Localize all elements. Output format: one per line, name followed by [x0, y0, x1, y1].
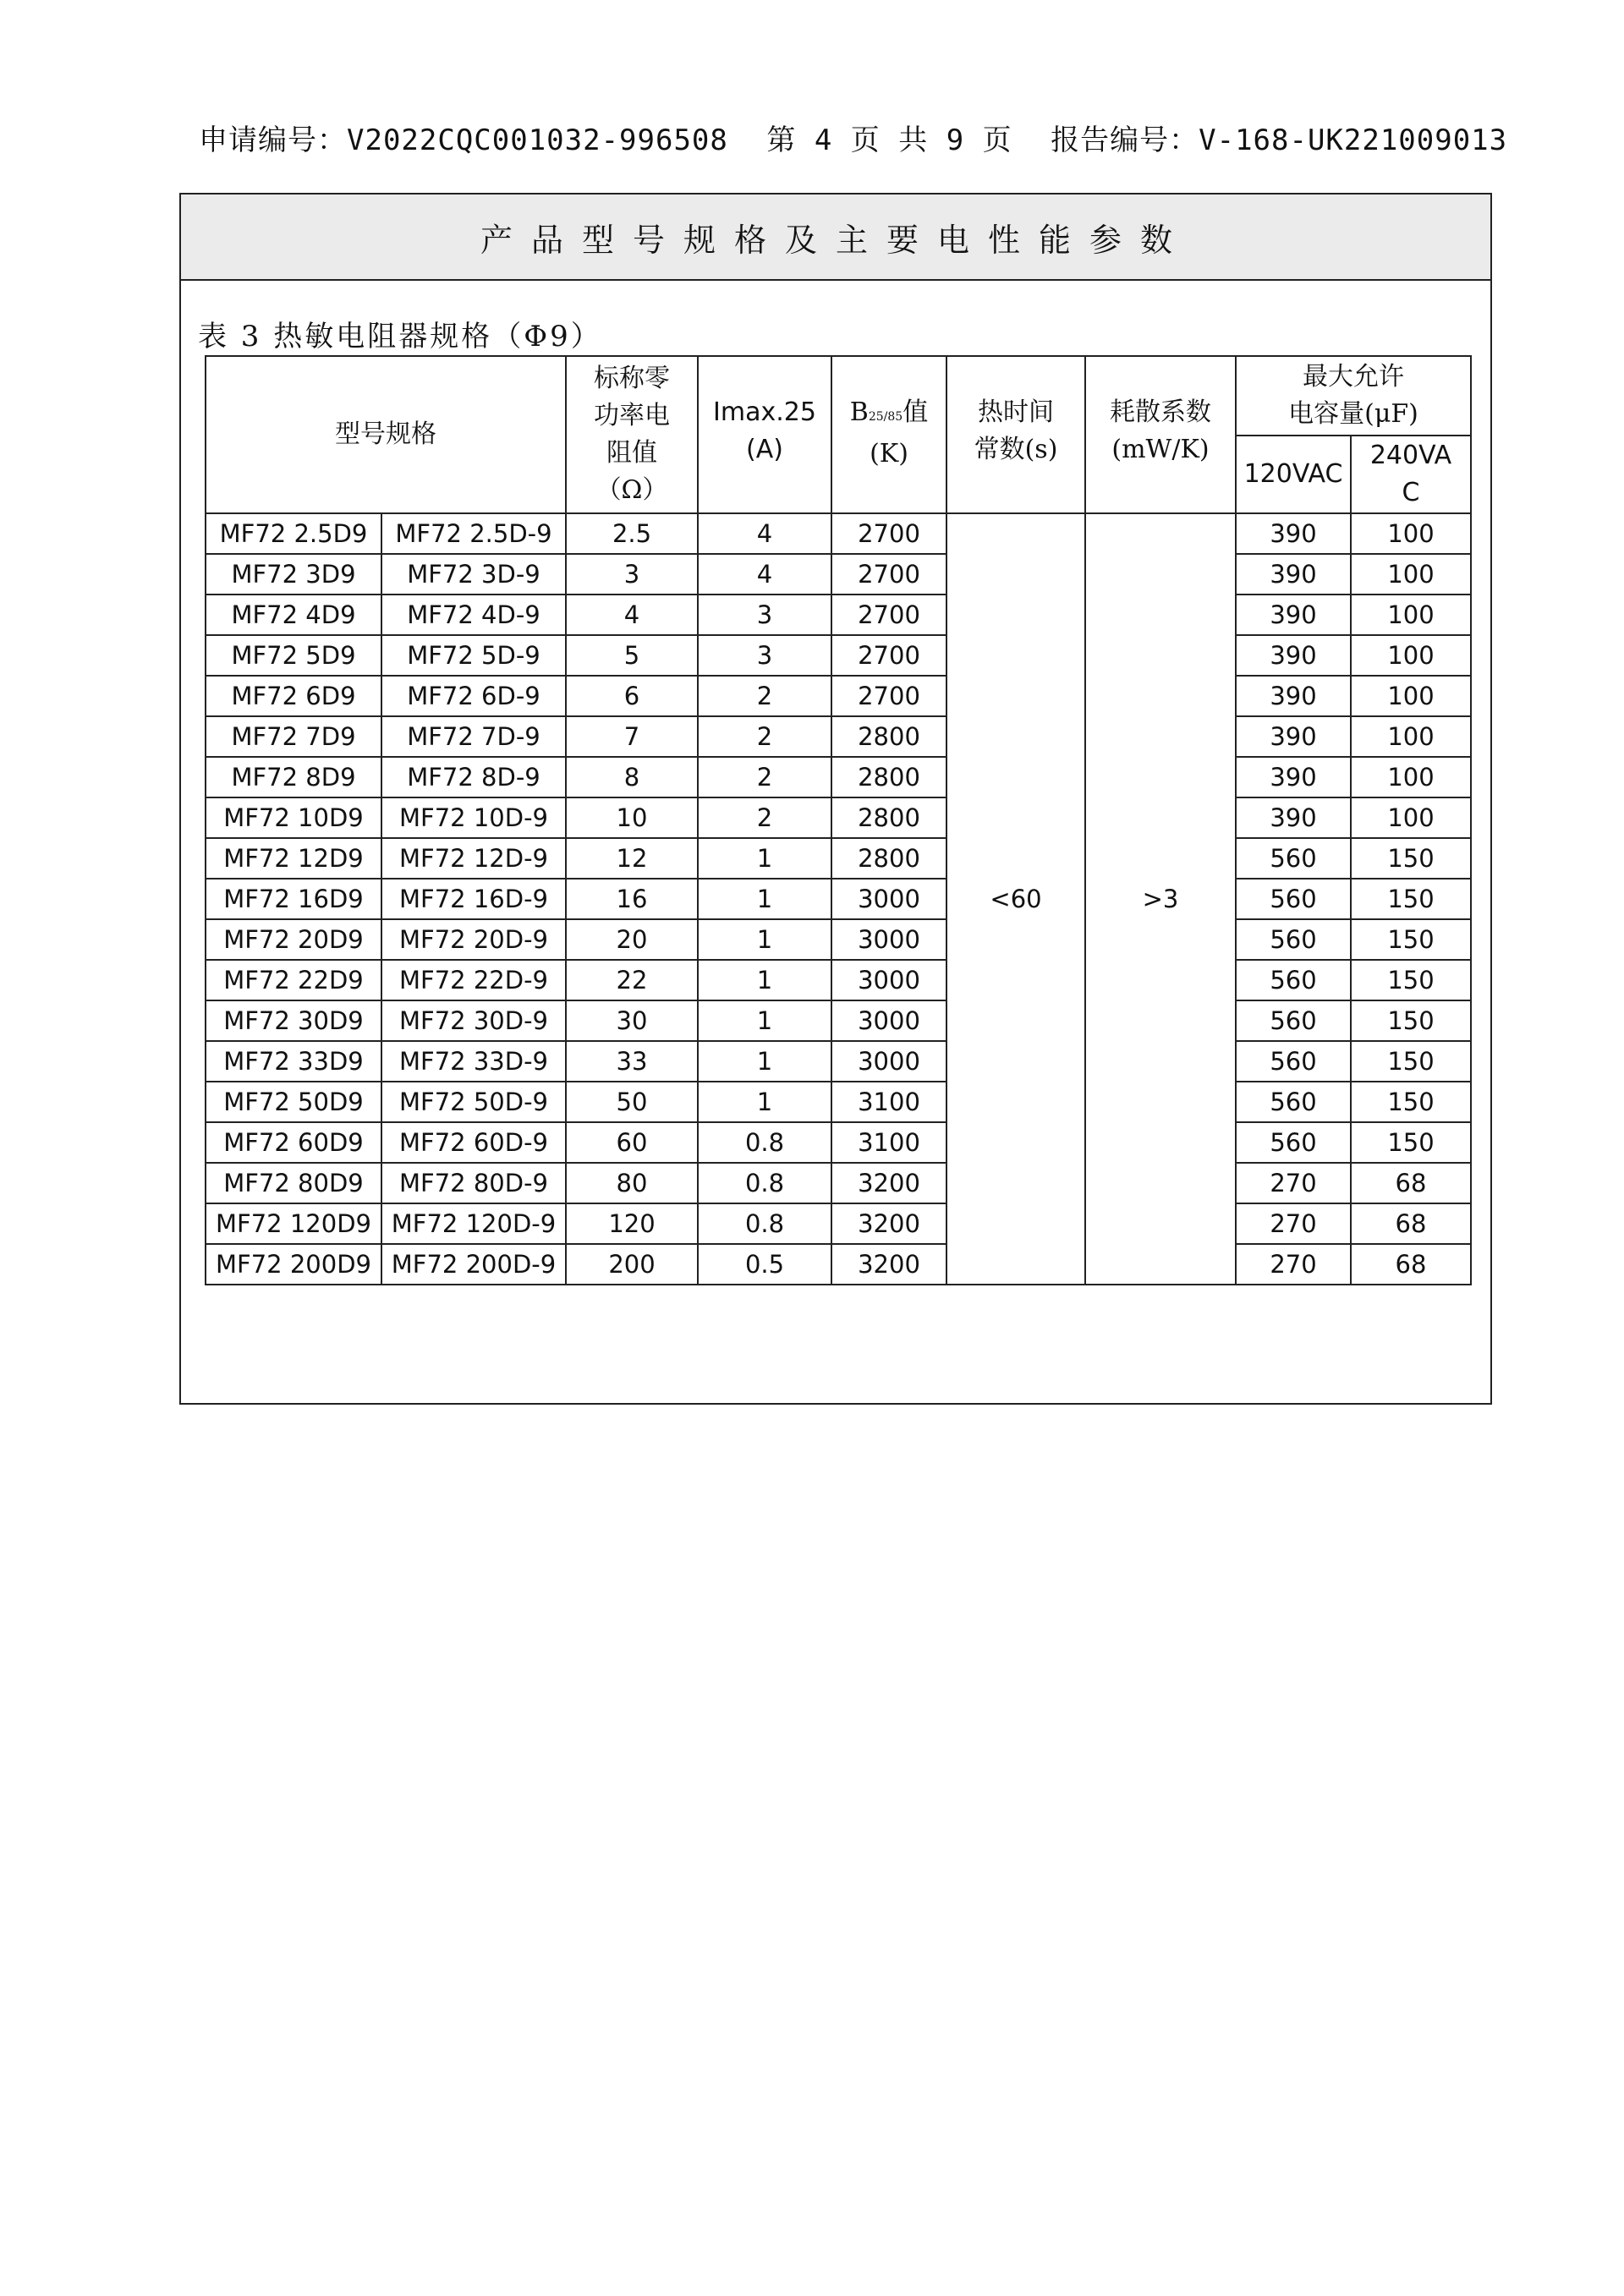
b-value: 2800	[831, 838, 946, 879]
header-dissipation-factor: 耗散系数 (mW/K)	[1085, 356, 1236, 513]
resistance-value: 120	[566, 1203, 698, 1244]
capacitance-240vac: 100	[1351, 797, 1471, 838]
capacitance-120vac: 390	[1236, 595, 1351, 635]
capacitance-240vac: 150	[1351, 1041, 1471, 1082]
capacitance-120vac: 390	[1236, 757, 1351, 797]
capacitance-240vac: 150	[1351, 1122, 1471, 1163]
capacitance-240vac: 150	[1351, 919, 1471, 960]
table-row	[206, 1000, 1471, 1041]
resistance-value: 12	[566, 838, 698, 879]
b-value: 2700	[831, 676, 946, 716]
resistance-value: 22	[566, 960, 698, 1000]
capacitance-240vac: 68	[1351, 1203, 1471, 1244]
capacitance-240vac: 100	[1351, 635, 1471, 676]
imax-value: 1	[698, 960, 831, 1000]
imax-value: 2	[698, 716, 831, 757]
model-no: MF72 7D9	[206, 716, 381, 757]
model-no-alt: MF72 6D-9	[381, 676, 566, 716]
b-value: 3000	[831, 1000, 946, 1041]
table-row	[206, 1122, 1471, 1163]
imax-value: 2	[698, 757, 831, 797]
resistance-value: 7	[566, 716, 698, 757]
model-no-alt: MF72 120D-9	[381, 1203, 566, 1244]
capacitance-120vac: 560	[1236, 838, 1351, 879]
capacitance-240vac: 100	[1351, 595, 1471, 635]
model-no: MF72 60D9	[206, 1122, 381, 1163]
capacitance-240vac: 150	[1351, 838, 1471, 879]
table-row	[206, 1203, 1471, 1244]
table-row	[206, 879, 1471, 919]
model-no-alt: MF72 60D-9	[381, 1122, 566, 1163]
capacitance-240vac: 100	[1351, 513, 1471, 554]
capacitance-240vac: 100	[1351, 716, 1471, 757]
imax-value: 2	[698, 797, 831, 838]
model-no-alt: MF72 200D-9	[381, 1244, 566, 1285]
model-no-alt: MF72 12D-9	[381, 838, 566, 879]
model-no-alt: MF72 22D-9	[381, 960, 566, 1000]
capacitance-240vac: 150	[1351, 879, 1471, 919]
capacitance-120vac: 270	[1236, 1163, 1351, 1203]
table-row	[206, 554, 1471, 595]
table-row	[206, 513, 1471, 554]
resistance-value: 20	[566, 919, 698, 960]
capacitance-240vac: 100	[1351, 554, 1471, 595]
table-row	[206, 1244, 1471, 1285]
resistance-value: 6	[566, 676, 698, 716]
model-no-alt: MF72 50D-9	[381, 1082, 566, 1122]
imax-value: 0.8	[698, 1163, 831, 1203]
capacitance-120vac: 390	[1236, 513, 1351, 554]
capacitance-120vac: 560	[1236, 1122, 1351, 1163]
table-row	[206, 1082, 1471, 1122]
capacitance-120vac: 270	[1236, 1203, 1351, 1244]
b-value: 3000	[831, 919, 946, 960]
table-row	[206, 676, 1471, 716]
table-row	[206, 797, 1471, 838]
model-no-alt: MF72 80D-9	[381, 1163, 566, 1203]
imax-value: 1	[698, 1000, 831, 1041]
spec-table-body	[206, 513, 1471, 1285]
model-no-alt: MF72 20D-9	[381, 919, 566, 960]
table-row	[206, 1163, 1471, 1203]
model-no: MF72 30D9	[206, 1000, 381, 1041]
table-row	[206, 757, 1471, 797]
model-no-alt: MF72 30D-9	[381, 1000, 566, 1041]
b-value: 3200	[831, 1163, 946, 1203]
capacitance-120vac: 390	[1236, 635, 1351, 676]
capacitance-120vac: 560	[1236, 960, 1351, 1000]
model-no-alt: MF72 16D-9	[381, 879, 566, 919]
b-value: 2700	[831, 513, 946, 554]
header-model: 型号规格	[206, 356, 566, 513]
resistance-value: 60	[566, 1122, 698, 1163]
b-value: 3100	[831, 1122, 946, 1163]
model-no: MF72 20D9	[206, 919, 381, 960]
content-frame	[179, 193, 1492, 1405]
b-value: 2800	[831, 716, 946, 757]
dissipation-factor-value: >3	[1085, 513, 1236, 1285]
model-no-alt: MF72 5D-9	[381, 635, 566, 676]
resistance-value: 10	[566, 797, 698, 838]
resistance-value: 5	[566, 635, 698, 676]
resistance-value: 4	[566, 595, 698, 635]
model-no: MF72 120D9	[206, 1203, 381, 1244]
model-no-alt: MF72 10D-9	[381, 797, 566, 838]
imax-value: 2	[698, 676, 831, 716]
table-row	[206, 595, 1471, 635]
header-imax: Imax.25 (A)	[698, 356, 831, 513]
imax-value: 1	[698, 1041, 831, 1082]
capacitance-120vac: 390	[1236, 676, 1351, 716]
resistance-value: 33	[566, 1041, 698, 1082]
imax-value: 1	[698, 879, 831, 919]
b-value: 3000	[831, 1041, 946, 1082]
header-120vac: 120VAC	[1236, 436, 1351, 513]
model-no: MF72 16D9	[206, 879, 381, 919]
capacitance-120vac: 560	[1236, 919, 1351, 960]
table-row	[206, 919, 1471, 960]
b-value: 3100	[831, 1082, 946, 1122]
model-no: MF72 10D9	[206, 797, 381, 838]
resistance-value: 16	[566, 879, 698, 919]
section-title: 产品型号规格及主要电性能参数	[181, 195, 1490, 281]
resistance-value: 50	[566, 1082, 698, 1122]
model-no: MF72 3D9	[206, 554, 381, 595]
model-no: MF72 5D9	[206, 635, 381, 676]
thermistor-spec-table	[205, 355, 1472, 1285]
resistance-value: 200	[566, 1244, 698, 1285]
model-no: MF72 2.5D9	[206, 513, 381, 554]
table-row	[206, 838, 1471, 879]
capacitance-120vac: 390	[1236, 716, 1351, 757]
table-row	[206, 635, 1471, 676]
model-no: MF72 33D9	[206, 1041, 381, 1082]
model-no: MF72 6D9	[206, 676, 381, 716]
imax-value: 4	[698, 554, 831, 595]
imax-value: 0.8	[698, 1122, 831, 1163]
model-no-alt: MF72 2.5D-9	[381, 513, 566, 554]
model-no: MF72 8D9	[206, 757, 381, 797]
b-value: 3000	[831, 879, 946, 919]
b-value: 2700	[831, 554, 946, 595]
imax-value: 1	[698, 838, 831, 879]
imax-value: 1	[698, 919, 831, 960]
model-no: MF72 50D9	[206, 1082, 381, 1122]
report-number: 报告编号：V-168-UK221009013	[1051, 123, 1508, 157]
b-value: 2800	[831, 797, 946, 838]
b-value: 3200	[831, 1244, 946, 1285]
table-caption: 表 3 热敏电阻器规格（Φ9）	[198, 320, 602, 353]
model-no: MF72 22D9	[206, 960, 381, 1000]
capacitance-120vac: 560	[1236, 1000, 1351, 1041]
imax-value: 0.8	[698, 1203, 831, 1244]
table-row	[206, 960, 1471, 1000]
page-header	[199, 117, 1508, 158]
table-row	[206, 716, 1471, 757]
capacitance-120vac: 390	[1236, 797, 1351, 838]
capacitance-240vac: 150	[1351, 1082, 1471, 1122]
resistance-value: 8	[566, 757, 698, 797]
header-240vac: 240VA C	[1351, 436, 1471, 513]
thermal-time-constant-value: <60	[946, 513, 1085, 1285]
model-no-alt: MF72 3D-9	[381, 554, 566, 595]
b-value: 2800	[831, 757, 946, 797]
header-thermal-time-constant: 热时间 常数(s)	[946, 356, 1085, 513]
capacitance-120vac: 560	[1236, 1082, 1351, 1122]
resistance-value: 80	[566, 1163, 698, 1203]
resistance-value: 2.5	[566, 513, 698, 554]
imax-value: 0.5	[698, 1244, 831, 1285]
capacitance-120vac: 390	[1236, 554, 1351, 595]
capacitance-120vac: 270	[1236, 1244, 1351, 1285]
page-indicator: 第 4 页 共 9 页	[766, 123, 1012, 157]
capacitance-120vac: 560	[1236, 879, 1351, 919]
model-no: MF72 12D9	[206, 838, 381, 879]
imax-value: 1	[698, 1082, 831, 1122]
b-value: 2700	[831, 635, 946, 676]
b-value: 2700	[831, 595, 946, 635]
imax-value: 3	[698, 595, 831, 635]
capacitance-120vac: 560	[1236, 1041, 1351, 1082]
b-value: 3200	[831, 1203, 946, 1244]
model-no-alt: MF72 7D-9	[381, 716, 566, 757]
imax-value: 3	[698, 635, 831, 676]
header-max-capacitance: 最大允许 电容量(μF)	[1236, 356, 1471, 436]
table-row	[206, 1041, 1471, 1082]
capacitance-240vac: 68	[1351, 1244, 1471, 1285]
capacitance-240vac: 100	[1351, 676, 1471, 716]
capacitance-240vac: 68	[1351, 1163, 1471, 1203]
capacitance-240vac: 150	[1351, 1000, 1471, 1041]
capacitance-240vac: 150	[1351, 960, 1471, 1000]
header-resistance: 标称零 功率电 阻值 （Ω）	[566, 356, 698, 513]
resistance-value: 30	[566, 1000, 698, 1041]
model-no: MF72 4D9	[206, 595, 381, 635]
model-no: MF72 200D9	[206, 1244, 381, 1285]
model-no: MF72 80D9	[206, 1163, 381, 1203]
resistance-value: 3	[566, 554, 698, 595]
model-no-alt: MF72 4D-9	[381, 595, 566, 635]
header-b-value: B25/85值 (K)	[831, 356, 946, 513]
capacitance-240vac: 100	[1351, 757, 1471, 797]
model-no-alt: MF72 8D-9	[381, 757, 566, 797]
application-number: 申请编号：V2022CQC001032-996508	[199, 123, 728, 157]
imax-value: 4	[698, 513, 831, 554]
model-no-alt: MF72 33D-9	[381, 1041, 566, 1082]
b-value: 3000	[831, 960, 946, 1000]
